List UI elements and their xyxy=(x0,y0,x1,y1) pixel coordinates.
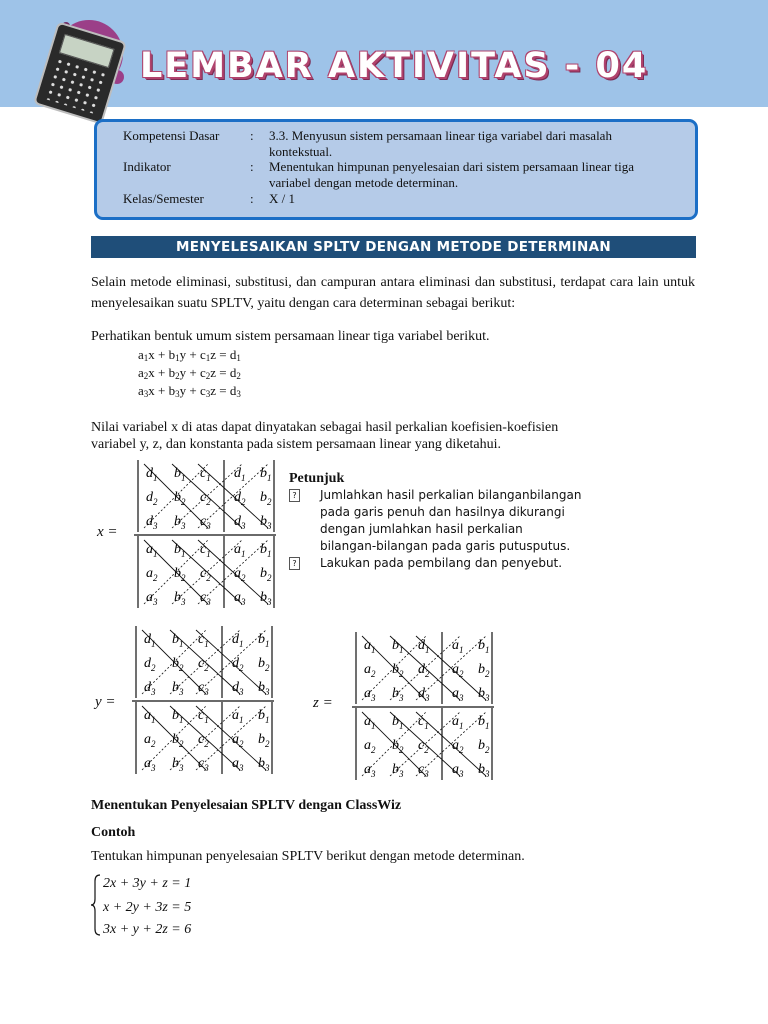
determinant-entry: $b_1$ xyxy=(172,632,184,649)
determinant-entry: $a_2$ xyxy=(146,566,158,583)
nilai-text-1: Nilai variabel x di atas dapat dinyatakan sebagai hasil perkalian koefisien-koefisien xyxy=(91,420,559,435)
intro-paragraph: Selain metode eliminasi, substitusi, dan campuran antara eliminasi dan substitusi, terdapat cara lain untuk menyelesaikan suatu SPLTV, yaitu dengan cara determinan sebagai berikut: xyxy=(91,275,695,311)
determinant-entry: $b_3$ xyxy=(478,762,490,779)
class-value: X / 1 xyxy=(269,191,295,206)
determinant-entry: $d_2$ xyxy=(232,656,244,673)
determinant-entry: $b_2$ xyxy=(478,738,490,755)
competency-key: Kompetensi Dasar xyxy=(123,128,220,143)
determinant-entry: $a_3$ xyxy=(232,756,244,773)
competency-value: 3.3. Menyusun sistem persamaan linear tiga variabel dari masalah kontekstual. xyxy=(269,128,612,159)
determinant-entry: $a_2$ xyxy=(452,738,464,755)
determinant-entry: $b_1$ xyxy=(174,466,186,483)
determinant-entry: $b_1$ xyxy=(172,708,184,725)
determinant-entry: $a_1$ xyxy=(452,714,464,731)
section-title: MENYELESAIKAN SPLTV DENGAN METODE DETERMINAN xyxy=(91,236,696,258)
general-form-intro: Perhatikan bentuk umum sistem persamaan linear tiga variabel berikut. xyxy=(91,329,490,344)
determinant-entry: $b_2$ xyxy=(174,566,186,583)
determinant-entry: $c_1$ xyxy=(198,632,209,649)
general-equation-1: $a_1x + b_1y + c_1z = d_1$ xyxy=(138,347,241,363)
determinant-entry: $a_1$ xyxy=(452,638,464,655)
determinant-entry: $d_2$ xyxy=(144,656,156,673)
indicator-value: Menentukan himpunan penyelesaian dari sistem persamaan linear tiga variabel dengan metode determinan. xyxy=(269,159,634,190)
determinant-entry: $b_1$ xyxy=(258,632,270,649)
determinant-entry: $a_1$ xyxy=(144,708,156,725)
determinant-entry: $c_2$ xyxy=(418,738,429,755)
bullet-icon: ? xyxy=(289,557,300,570)
determinant-entry: $c_3$ xyxy=(418,762,429,779)
competency-box: Kompetensi Dasar : 3.3. Menyusun sistem persamaan linear tiga variabel dari masalah kontekstual. Indikator : Menentukan himpunan penyelesaian dari sistem persamaan linear tiga variabel dengan metode determinan. Kelas/Semester : X / 1 xyxy=(94,119,698,220)
determinant-entry: $a_2$ xyxy=(232,732,244,749)
determinant-entry: $a_3$ xyxy=(452,686,464,703)
determinant-entry: $b_3$ xyxy=(174,514,186,531)
determinant-entry: $d_2$ xyxy=(418,662,430,679)
determinant-entry: $c_2$ xyxy=(200,490,211,507)
general-equation-2: $a_2x + b_2y + c_2z = d_2$ xyxy=(138,365,241,381)
determinant-entry: $a_1$ xyxy=(364,638,376,655)
y-determinant-fraction xyxy=(128,624,278,778)
petunjuk-box xyxy=(289,470,589,572)
determinant-entry: $c_3$ xyxy=(200,514,211,531)
determinant-entry: $a_3$ xyxy=(146,590,158,607)
determinant-entry: $b_2$ xyxy=(172,732,184,749)
classwiz-heading: Menentukan Penyelesaian SPLTV dengan ClassWiz xyxy=(91,798,402,813)
general-equation-3: $a_3x + b_3y + c_3z = d_3$ xyxy=(138,383,241,399)
determinant-entry: $b_1$ xyxy=(478,714,490,731)
y-formula-label: y = xyxy=(95,694,116,710)
determinant-entry: $c_2$ xyxy=(198,656,209,673)
determinant-entry: $b_3$ xyxy=(392,686,404,703)
determinant-entry: $b_2$ xyxy=(260,566,272,583)
determinant-entry: $b_2$ xyxy=(258,732,270,749)
indicator-key: Indikator xyxy=(123,159,171,174)
system-equation-1: 2x + 3y + z = 1 xyxy=(103,876,192,891)
determinant-entry: $b_2$ xyxy=(260,490,272,507)
contoh-heading: Contoh xyxy=(91,825,136,840)
determinant-entry: $b_3$ xyxy=(478,686,490,703)
determinant-entry: $a_1$ xyxy=(232,708,244,725)
determinant-entry: $a_3$ xyxy=(364,686,376,703)
determinant-entry: $b_3$ xyxy=(260,514,272,531)
determinant-entry: $d_3$ xyxy=(144,680,156,697)
determinant-entry: $d_3$ xyxy=(234,514,246,531)
class-key: Kelas/Semester xyxy=(123,191,204,206)
determinant-entry: $d_3$ xyxy=(232,680,244,697)
determinant-entry: $b_1$ xyxy=(260,542,272,559)
determinant-entry: $d_1$ xyxy=(144,632,156,649)
determinant-entry: $b_3$ xyxy=(174,590,186,607)
determinant-entry: $c_1$ xyxy=(198,708,209,725)
determinant-entry: $a_3$ xyxy=(234,590,246,607)
determinant-entry: $d_2$ xyxy=(146,490,158,507)
determinant-entry: $d_1$ xyxy=(418,638,430,655)
task-text: Tentukan himpunan penyelesaian SPLTV berikut dengan metode determinan. xyxy=(91,849,525,864)
determinant-entry: $d_3$ xyxy=(418,686,430,703)
determinant-entry: $c_1$ xyxy=(200,466,211,483)
determinant-entry: $c_2$ xyxy=(200,566,211,583)
determinant-entry: $c_3$ xyxy=(198,756,209,773)
petunjuk-item: ? Lakukan pada pembilang dan penyebut. xyxy=(289,555,589,572)
determinant-entry: $a_2$ xyxy=(452,662,464,679)
z-formula-label: z = xyxy=(313,695,333,711)
determinant-entry: $b_1$ xyxy=(392,714,404,731)
determinant-entry: $b_2$ xyxy=(392,738,404,755)
determinant-entry: $b_1$ xyxy=(478,638,490,655)
determinant-entry: $d_1$ xyxy=(146,466,158,483)
determinant-entry: $c_1$ xyxy=(200,542,211,559)
x-formula-label: x = xyxy=(97,524,118,540)
determinant-entry: $b_2$ xyxy=(392,662,404,679)
determinant-entry: $d_1$ xyxy=(234,466,246,483)
determinant-entry: $d_2$ xyxy=(234,490,246,507)
petunjuk-item: ? Jumlahkan hasil perkalian bilanganbilangan pada garis penuh dan hasilnya dikurangi dengan jumlahkan hasil perkalian bilangan-bilangan pada garis putusputus. xyxy=(289,487,589,555)
determinant-entry: $d_1$ xyxy=(232,632,244,649)
determinant-entry: $c_3$ xyxy=(200,590,211,607)
x-determinant-fraction xyxy=(130,458,280,610)
determinant-entry: $b_3$ xyxy=(260,590,272,607)
determinant-entry: $b_2$ xyxy=(258,656,270,673)
bullet-icon: ? xyxy=(289,489,300,502)
determinant-entry: $b_1$ xyxy=(258,708,270,725)
determinant-entry: $b_2$ xyxy=(478,662,490,679)
z-determinant-fraction xyxy=(348,630,498,780)
page-title: LEMBAR AKTIVITAS - 04 xyxy=(140,46,649,86)
determinant-entry: $a_1$ xyxy=(234,542,246,559)
determinant-entry: $a_3$ xyxy=(144,756,156,773)
determinant-entry: $d_3$ xyxy=(146,514,158,531)
determinant-entry: $a_1$ xyxy=(146,542,158,559)
determinant-entry: $c_2$ xyxy=(198,732,209,749)
determinant-entry: $a_2$ xyxy=(364,738,376,755)
determinant-entry: $c_3$ xyxy=(198,680,209,697)
determinant-entry: $a_3$ xyxy=(364,762,376,779)
determinant-entry: $b_3$ xyxy=(258,756,270,773)
determinant-entry: $b_3$ xyxy=(258,680,270,697)
determinant-entry: $a_1$ xyxy=(364,714,376,731)
system-equation-2: x + 2y + 3z = 5 xyxy=(103,900,192,915)
determinant-entry: $c_1$ xyxy=(418,714,429,731)
determinant-entry: $b_1$ xyxy=(260,466,272,483)
determinant-entry: $b_1$ xyxy=(174,542,186,559)
determinant-entry: $b_2$ xyxy=(174,490,186,507)
determinant-entry: $a_2$ xyxy=(144,732,156,749)
system-equation-3: 3x + y + 2z = 6 xyxy=(103,922,192,937)
determinant-entry: $b_3$ xyxy=(172,756,184,773)
determinant-entry: $b_3$ xyxy=(172,680,184,697)
nilai-text-2: variabel y, z, dan konstanta pada sistem persamaan linear yang diketahui. xyxy=(91,437,501,452)
determinant-entry: $a_3$ xyxy=(452,762,464,779)
petunjuk-title: Petunjuk xyxy=(289,471,345,486)
determinant-entry: $b_3$ xyxy=(392,762,404,779)
determinant-entry: $a_2$ xyxy=(364,662,376,679)
determinant-entry: $b_1$ xyxy=(392,638,404,655)
determinant-entry: $b_2$ xyxy=(172,656,184,673)
determinant-entry: $a_2$ xyxy=(234,566,246,583)
system-brace xyxy=(90,873,102,937)
